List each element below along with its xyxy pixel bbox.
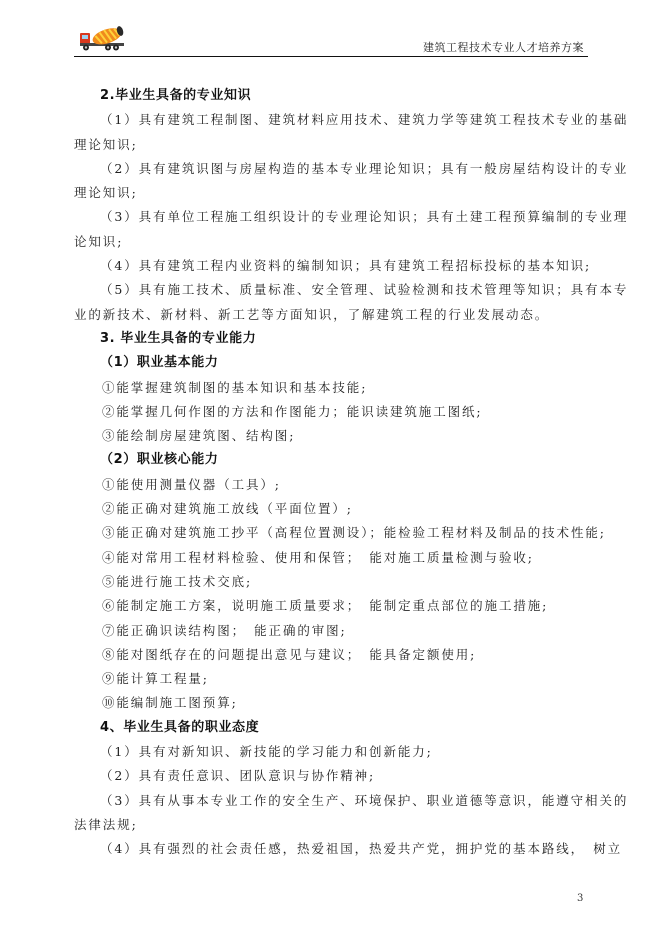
paragraph-line: （4）具有建筑工程内业资料的编制知识；具有建筑工程招标投标的基本知识; xyxy=(100,258,592,274)
paragraph-line: 理论知识; xyxy=(74,185,138,201)
list-item: ③能绘制房屋建筑图、结构图; xyxy=(102,428,296,444)
subsection-heading: （2）职业核心能力 xyxy=(100,452,219,468)
list-item: ⑤能进行施工技术交底; xyxy=(102,573,253,589)
paragraph-line: 理论知识; xyxy=(74,136,138,152)
page-number: 3 xyxy=(577,893,584,904)
list-item: ⑦能正确识读结构图； 能正确的审图; xyxy=(102,622,347,638)
paragraph-line: （1）具有建筑工程制图、建筑材料应用技术、建筑力学等建筑工程技术专业的基础 xyxy=(100,112,629,128)
subsection-heading: （1）职业基本能力 xyxy=(100,355,219,371)
paragraph-line: 业的新技术、新材料、新工艺等方面知识，了解建筑工程的行业发展动态。 xyxy=(74,306,550,322)
list-item: ④能对常用工程材料检验、使用和保管； 能对施工质量检测与验收; xyxy=(102,549,534,565)
page-header xyxy=(74,20,588,57)
list-item: ⑨能计算工程量; xyxy=(102,671,209,687)
paragraph-line: 论知识; xyxy=(74,233,124,249)
paragraph-line: 法律法规; xyxy=(74,816,138,832)
paragraph-line: （2）具有建筑识图与房屋构造的基本专业理论知识；具有一般房屋结构设计的专业 xyxy=(100,160,629,176)
paragraph-line: （5）具有施工技术、质量标准、安全管理、试验检测和技术管理等知识；具有本专 xyxy=(100,282,629,298)
paragraph-line: （2）具有责任意识、团队意识与协作精神; xyxy=(100,768,376,784)
list-item: ②能掌握几何作图的方法和作图能力；能识读建筑施工图纸; xyxy=(102,403,483,419)
list-item: ①能使用测量仪器（工具）; xyxy=(102,476,281,492)
document-body xyxy=(74,84,629,862)
list-item: ③能正确对建筑施工抄平（高程位置测设）；能检验工程材料及制品的技术性能; xyxy=(102,525,606,541)
paragraph-line: （1）具有对新知识、新技能的学习能力和创新能力; xyxy=(100,744,433,760)
paragraph-line: （3）具有单位工程施工组织设计的专业理论知识；具有土建工程预算编制的专业理 xyxy=(100,209,629,225)
list-item: ⑧能对图纸存在的问题提出意见与建议； 能具备定额使用; xyxy=(102,646,477,662)
document-title: 建筑工程技术专业人才培养方案 xyxy=(423,41,584,54)
paragraph-line: （3）具有从事本专业工作的安全生产、环境保护、职业道德等意识，能遵守相关的 xyxy=(100,792,629,808)
list-item: ②能正确对建筑施工放线（平面位置）; xyxy=(102,501,353,517)
section-heading: 2.毕业生具备的专业知识 xyxy=(100,88,252,103)
section-heading: 4、毕业生具备的职业态度 xyxy=(100,719,260,735)
list-item: ①能掌握建筑制图的基本知识和基本技能; xyxy=(102,379,368,395)
list-item: ⑥能制定施工方案，说明施工质量要求； 能制定重点部位的施工措施; xyxy=(102,598,549,614)
section-heading: 3. 毕业生具备的专业能力 xyxy=(100,330,257,346)
concrete-mixer-truck-icon xyxy=(78,24,128,52)
list-item: ⑩能编制施工图预算; xyxy=(102,695,238,711)
paragraph-line: （4）具有强烈的社会责任感，热爱祖国，热爱共产党，拥护党的基本路线， 树立 xyxy=(100,841,623,857)
